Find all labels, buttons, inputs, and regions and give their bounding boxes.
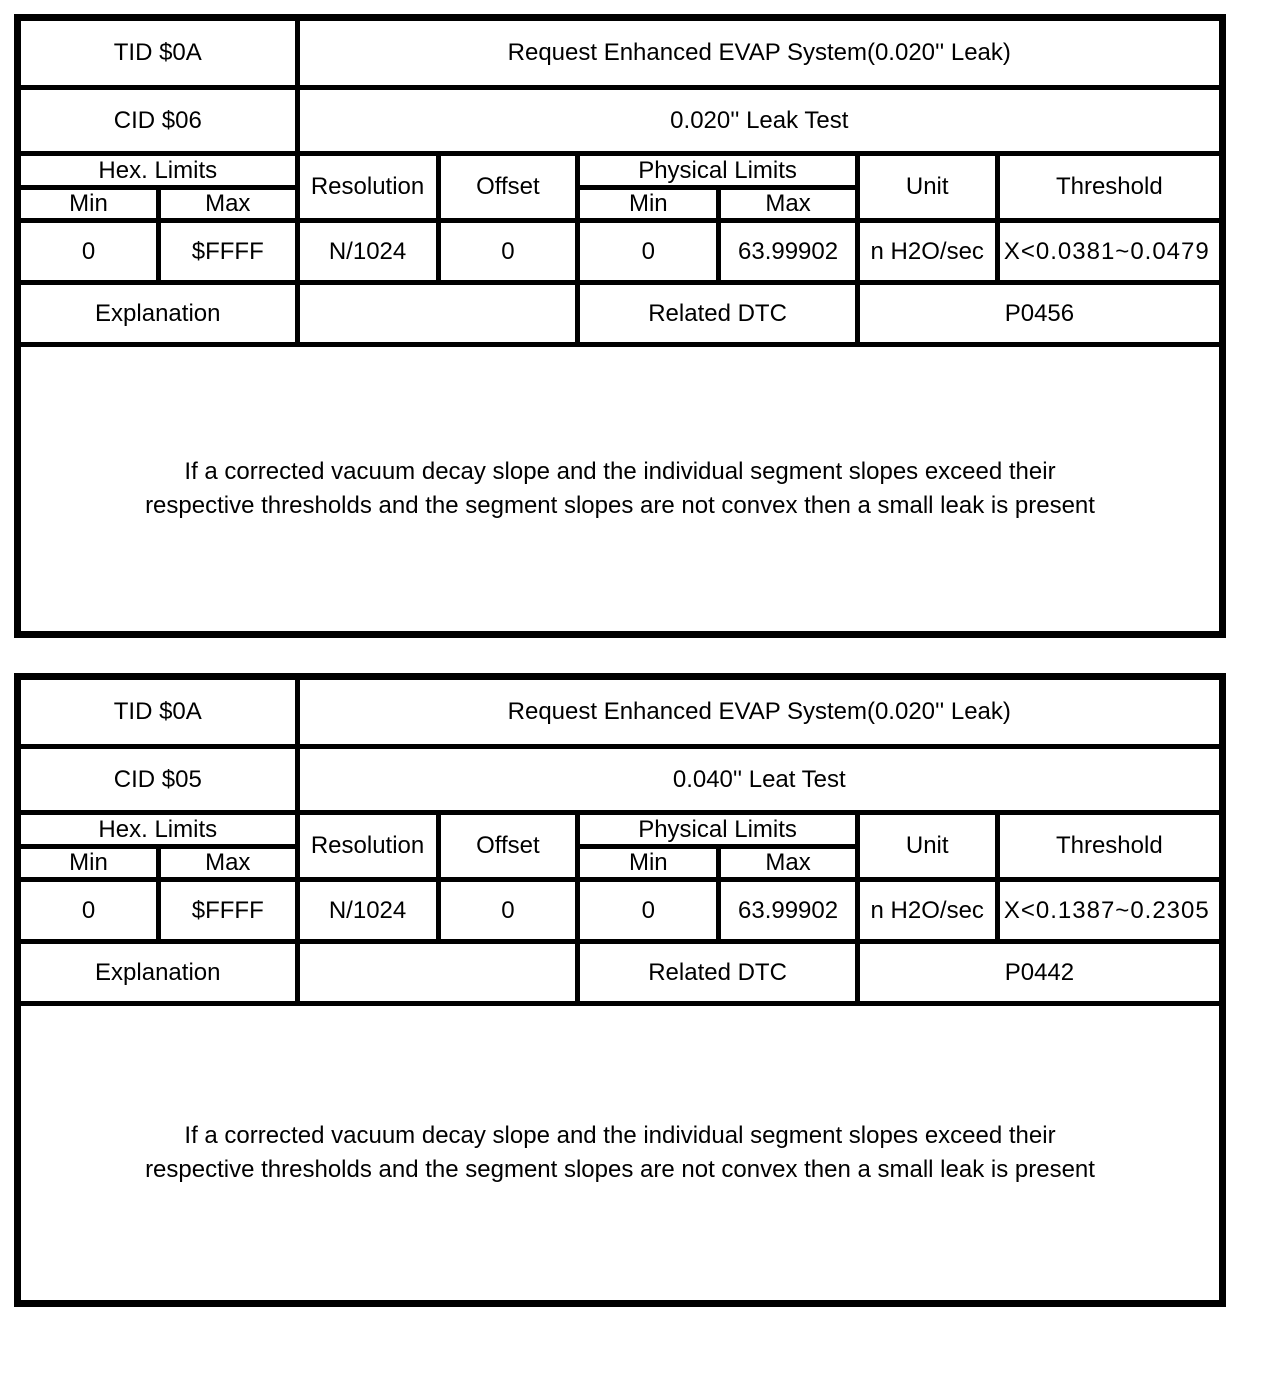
spec-table-2-container: [0, 638, 1226, 1307]
phys-min-header: Min: [578, 188, 719, 221]
related-dtc-label: Related DTC: [578, 283, 858, 345]
explanation-line: If a corrected vacuum decay slope and the individual segment slopes exceed their: [184, 458, 1056, 485]
offset-value: 0: [438, 221, 578, 283]
hex-max-header: Max: [158, 847, 297, 880]
table-subtitle: 0.020'' Leak Test: [297, 88, 1222, 154]
unit-value: n H2O/sec: [857, 221, 997, 283]
threshold-value: X<0.0381~0.0479: [997, 221, 1222, 283]
explanation-spacer-cell: [297, 283, 578, 345]
spec-table-2: [14, 673, 1226, 1307]
threshold-value: X<0.1387~0.2305: [997, 880, 1222, 942]
unit-value: n H2O/sec: [857, 880, 997, 942]
explanation-line: respective thresholds and the segment slopes are not convex then a small leak is present: [145, 1156, 1095, 1183]
offset-value: 0: [438, 880, 578, 942]
table-title: Request Enhanced EVAP System(0.020'' Leak): [297, 18, 1222, 88]
spec-table-1-container: [0, 0, 1226, 638]
hex-max-value: $FFFF: [158, 880, 297, 942]
unit-header: Unit: [857, 154, 997, 221]
resolution-value: N/1024: [297, 221, 438, 283]
explanation-text: [18, 345, 1223, 635]
offset-header: Offset: [438, 154, 578, 221]
cid-cell: CID $06: [18, 88, 298, 154]
physical-limits-header: Physical Limits: [578, 813, 858, 847]
phys-min-header: Min: [578, 847, 719, 880]
unit-header: Unit: [857, 813, 997, 880]
hex-limits-header: Hex. Limits: [18, 154, 298, 188]
hex-limits-header: Hex. Limits: [18, 813, 298, 847]
hex-max-value: $FFFF: [158, 221, 297, 283]
phys-max-value: 63.99902: [719, 880, 858, 942]
related-dtc-value: P0456: [857, 283, 1222, 345]
tid-cell: TID $0A: [18, 677, 298, 747]
table-title: Request Enhanced EVAP System(0.020'' Leak): [297, 677, 1222, 747]
physical-limits-header: Physical Limits: [578, 154, 858, 188]
explanation-text: [18, 1004, 1223, 1304]
threshold-header: Threshold: [997, 813, 1222, 880]
cid-cell: CID $05: [18, 747, 298, 813]
resolution-header: Resolution: [297, 813, 438, 880]
threshold-header: Threshold: [997, 154, 1222, 221]
phys-max-header: Max: [719, 847, 858, 880]
phys-max-header: Max: [719, 188, 858, 221]
offset-header: Offset: [438, 813, 578, 880]
phys-min-value: 0: [578, 221, 719, 283]
explanation-line: If a corrected vacuum decay slope and the individual segment slopes exceed their: [184, 1122, 1056, 1149]
related-dtc-label: Related DTC: [578, 942, 858, 1004]
explanation-label: Explanation: [18, 942, 298, 1004]
spec-table-1: [14, 14, 1226, 638]
explanation-spacer-cell: [297, 942, 578, 1004]
hex-max-header: Max: [158, 188, 297, 221]
related-dtc-value: P0442: [857, 942, 1222, 1004]
phys-min-value: 0: [578, 880, 719, 942]
phys-max-value: 63.99902: [719, 221, 858, 283]
resolution-header: Resolution: [297, 154, 438, 221]
hex-min-header: Min: [18, 847, 159, 880]
explanation-label: Explanation: [18, 283, 298, 345]
table-subtitle: 0.040'' Leat Test: [297, 747, 1222, 813]
resolution-value: N/1024: [297, 880, 438, 942]
tid-cell: TID $0A: [18, 18, 298, 88]
hex-min-value: 0: [18, 221, 159, 283]
hex-min-header: Min: [18, 188, 159, 221]
hex-min-value: 0: [18, 880, 159, 942]
explanation-line: respective thresholds and the segment slopes are not convex then a small leak is present: [145, 492, 1095, 519]
